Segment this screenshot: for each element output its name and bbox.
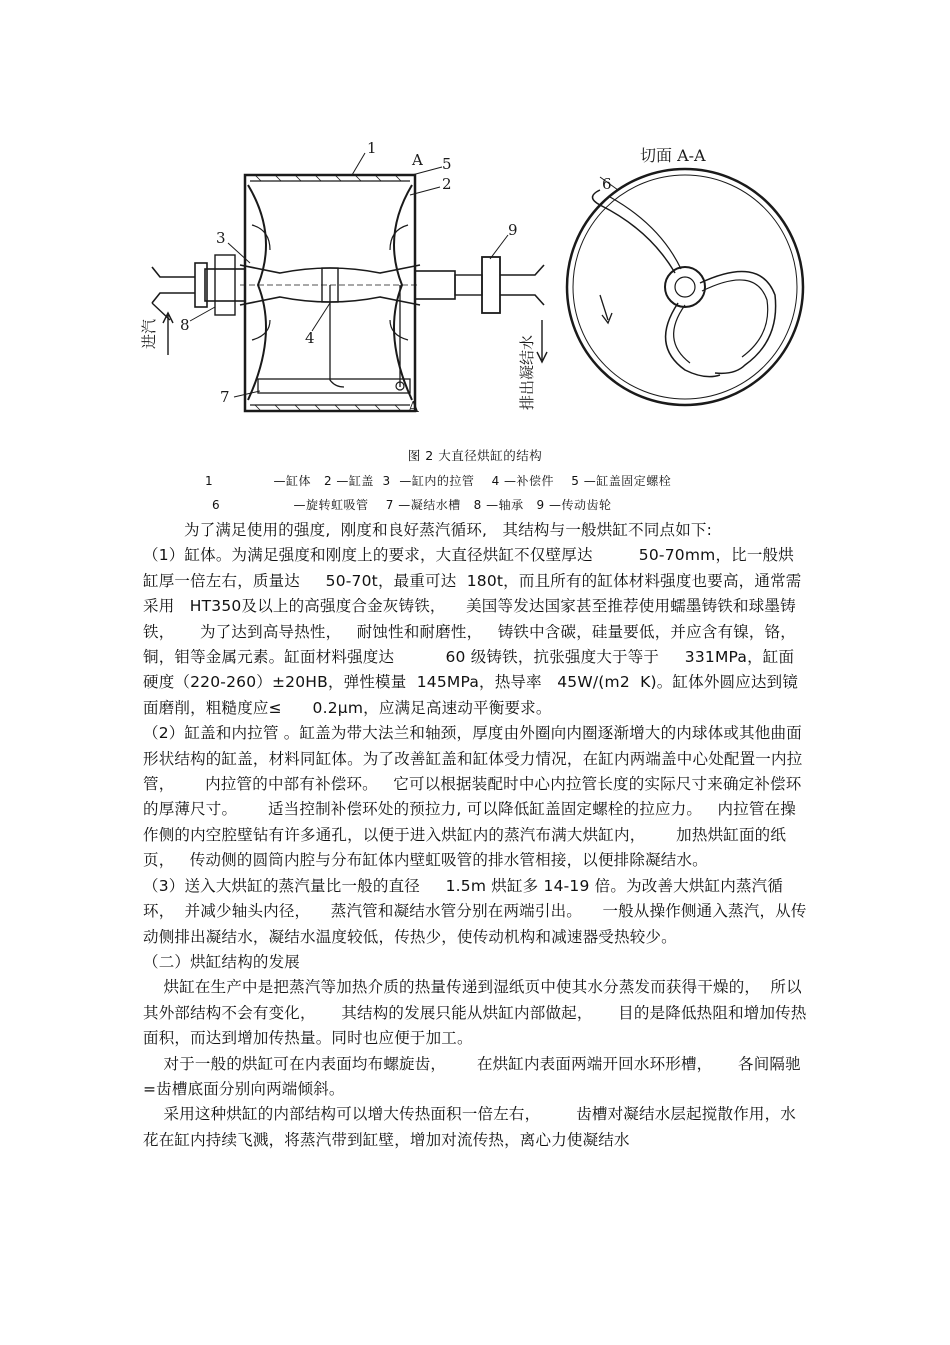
label-9: 9 (508, 221, 518, 239)
condensate-out-label: 排出凝结水 (518, 334, 536, 410)
head-right (394, 185, 412, 400)
paragraph-cylinder: （1）缸体。为满足强度和刚度上的要求，大直径烘缸不仅壁厚达 50-70mm，比一般烘缸厚一倍左右，质量达 50-70t，最重可达 180t，而且所有的缸体材料强度也要高，通常需采用 HT350及以上的高强度合金灰铸铁， 美国等发达国家甚至推荐使用蠕墨铸铁和球墨铸铁， 为了达到高导热性， 耐蚀性和耐磨性， 铸铁中含碳，硅量要低，并应含有镍，铬，铜，钼等金属元素。缸面材料强度达 60 级铸铁，抗张强度大于等于 331MPa，缸面硬度（220-260）±20HB，弹性模量 145MPa，热导率 45W/(m2 K)。缸体外圆应达到镜面磨削，粗糙度应≤ 0.2μm，应满足高速动平衡要求。 (143, 546, 802, 717)
paragraph-structure: 采用这种烘缸的内部结构可以增大传热面积一倍左右， 齿槽对凝结水层起搅散作用，水花在缸内持续飞溅，将蒸汽带到缸壁，增加对流传热，离心力使凝结水 (143, 1105, 797, 1149)
label-3: 3 (216, 229, 226, 247)
label-1: 1 (367, 139, 377, 157)
paragraph-development: 烘缸在生产中是把蒸汽等加热介质的热量传递到湿纸页中使其水分蒸发而获得干燥的， 所以其外部结构不会有变化， 其结构的发展只能从烘缸内部做起， 目的是降低热阻和增加传热面积，而达到增加传热量。同时也应便于加工。 (143, 978, 807, 1048)
steam-in-label: 进汽 (140, 318, 158, 349)
condensate-trough (258, 379, 410, 393)
figure-caption: 图 2 大直径烘缸的结构 (407, 448, 543, 463)
section-title: 切面 A-A (640, 146, 706, 165)
label-7: 7 (220, 388, 230, 406)
label-4: 4 (305, 329, 315, 347)
dryer-structure-figure (130, 135, 830, 425)
label-6: 6 (602, 175, 612, 193)
paragraph-steam: （3）送入大烘缸的蒸汽量比一般的直径 1.5m 烘缸多 14-19 倍。为改善大烘缸内蒸汽循环， 并减少轴头内径， 蒸汽管和凝结水管分别在两端引出。 一般从操作侧通入蒸汽，从传动侧排出凝结水，凝结水温度较低，传热少，使传动机构和减速器受热较少。 (143, 876, 807, 946)
bearing-left (215, 255, 235, 315)
drive-gear (482, 257, 500, 313)
paragraph-heads: （2）缸盖和内拉管 。缸盖为带大法兰和轴颈，厚度由外圈向内圈逐渐增大的内球体或其他曲面形状结构的缸盖，材料同缸体。为了改善缸盖和缸体受力情况，在缸内两端盖中心处配置一内拉管， 内拉管的中部有补偿环。 它可以根据装配时中心内拉管长度的实际尺寸来确定补偿环的厚薄尺寸。 适当控制补偿环处的预拉力, 可以降低缸盖固定螺栓的拉应力。 内拉管在操作侧的内空腔壁钻有许多通孔，以便于进入烘缸内的蒸汽布满大烘缸内， 加热烘缸面的纸页， 传动侧的圆筒内腔与分布缸体内壁虹吸管的排水管相接，以便排除凝结水。 (143, 724, 803, 870)
section-heading: （二）烘缸结构的发展 (143, 952, 301, 971)
label-a-bottom: A (408, 398, 419, 416)
article-body (143, 518, 808, 1153)
head-left (248, 185, 266, 400)
section-hub (665, 267, 705, 307)
label-a-top: A (412, 151, 423, 169)
spiral-siphon-1 (593, 190, 676, 273)
label-5: 5 (442, 155, 452, 173)
label-2: 2 (442, 175, 452, 193)
siphon-pipe (330, 285, 344, 387)
figure-legend-line: 6 —旋转虹吸管 7 —凝结水槽 8 —轴承 9 —传动齿轮 (212, 498, 612, 512)
paragraph-intro: 为了满足使用的强度, 刚度和良好蒸汽循环, 其结构与一般烘缸不同点如下: (143, 521, 713, 539)
inner-tie-tube (240, 265, 420, 273)
figure-legend-line: 1 —缸体 2 —缸盖 3 —缸内的拉管 4 —补偿件 5 —缸盖固定螺栓 (205, 474, 672, 488)
paragraph-spiral: 对于一般的烘缸可在内表面均布螺旋齿， 在烘缸内表面两端开回水环形槽， 各间隔驰 =齿槽底面分别向两端倾斜。 (143, 1054, 806, 1098)
label-8: 8 (180, 316, 190, 334)
